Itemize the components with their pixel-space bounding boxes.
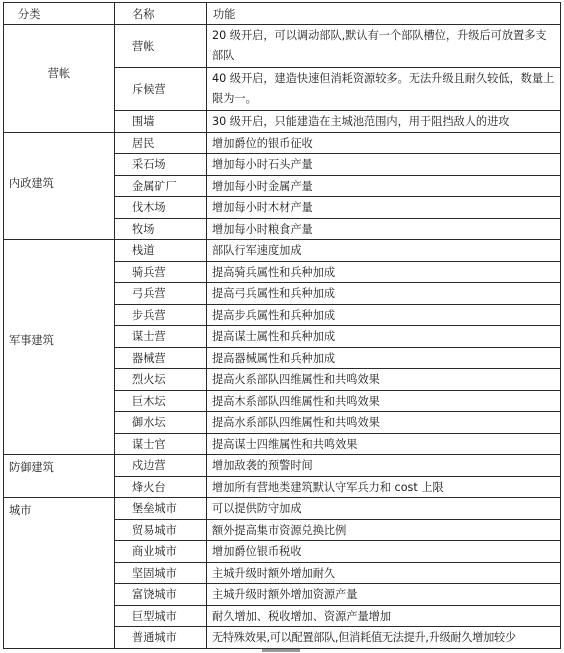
name-cell: 巨型城市 [115, 605, 207, 627]
table-header-row [4, 3, 561, 25]
table-row [4, 132, 561, 154]
category-cell: 内政建筑 [4, 132, 115, 240]
table-row [4, 25, 561, 68]
category-cell: 营帐 [4, 25, 115, 133]
function-cell: 增加每小时石头产量 [207, 154, 561, 176]
name-cell: 居民 [115, 132, 207, 154]
function-cell: 主城升级时额外增加资源产量 [207, 584, 561, 606]
name-cell: 步兵营 [115, 304, 207, 326]
table-row [4, 455, 561, 477]
function-cell: 提高步兵属性和兵种加成 [207, 304, 561, 326]
function-cell: 提高木系部队四维属性和共鸣效果 [207, 390, 561, 412]
function-cell: 主城升级时额外增加耐久 [207, 562, 561, 584]
function-cell: 提高弓兵属性和兵种加成 [207, 283, 561, 305]
name-cell: 富饶城市 [115, 584, 207, 606]
name-cell: 伐木场 [115, 197, 207, 219]
function-cell: 增加爵位的银币征收 [207, 132, 561, 154]
function-cell: 增加每小时粮食产量 [207, 218, 561, 240]
horizontal-scrollbar-thumb[interactable] [262, 649, 300, 652]
function-cell: 耐久增加、税收增加、资源产量增加 [207, 605, 561, 627]
name-cell: 金属矿厂 [115, 175, 207, 197]
category-cell: 城市 [4, 498, 115, 649]
name-cell: 骑兵营 [115, 261, 207, 283]
name-cell: 戍边营 [115, 455, 207, 477]
name-cell: 弓兵营 [115, 283, 207, 305]
name-cell: 牧场 [115, 218, 207, 240]
header-function: 功能 [207, 3, 561, 25]
name-cell: 御水坛 [115, 412, 207, 434]
function-cell: 30 级开启，只能建造在主城池范围内，用于阻挡敌人的进攻 [207, 111, 561, 133]
name-cell: 商业城市 [115, 541, 207, 563]
function-cell: 增加敌袭的预警时间 [207, 455, 561, 477]
function-cell: 部队行军速度加成 [207, 240, 561, 262]
category-cell: 防御建筑 [4, 455, 115, 498]
header-category: 分类 [4, 3, 115, 25]
category-cell: 军事建筑 [4, 240, 115, 455]
name-cell: 斥候营 [115, 68, 207, 111]
name-cell: 普通城市 [115, 627, 207, 649]
name-cell: 器械营 [115, 347, 207, 369]
table-row [4, 240, 561, 262]
function-cell: 40 级开启，建造快速但消耗资源较多。无法升级且耐久较低，数量上限为一。 [207, 68, 561, 111]
function-cell: 提高器械属性和兵种加成 [207, 347, 561, 369]
name-cell: 巨木坛 [115, 390, 207, 412]
name-cell: 围墙 [115, 111, 207, 133]
function-cell: 提高水系部队四维属性和共鸣效果 [207, 412, 561, 434]
function-cell: 增加每小时金属产量 [207, 175, 561, 197]
function-cell: 无特殊效果,可以配置部队,但消耗值无法提升,升级耐久增加较少 [207, 627, 561, 649]
name-cell: 贸易城市 [115, 519, 207, 541]
name-cell: 烽火台 [115, 476, 207, 498]
function-cell: 提高火系部队四维属性和共鸣效果 [207, 369, 561, 391]
name-cell: 坚固城市 [115, 562, 207, 584]
name-cell: 栈道 [115, 240, 207, 262]
building-table [3, 2, 561, 649]
function-cell: 增加爵位银币税收 [207, 541, 561, 563]
name-cell: 采石场 [115, 154, 207, 176]
function-cell: 额外提高集市资源兑换比例 [207, 519, 561, 541]
header-name: 名称 [115, 3, 207, 25]
name-cell: 营帐 [115, 25, 207, 68]
function-cell: 增加每小时木材产量 [207, 197, 561, 219]
name-cell: 谋士营 [115, 326, 207, 348]
table-row [4, 498, 561, 520]
name-cell: 堡垒城市 [115, 498, 207, 520]
name-cell: 谋士官 [115, 433, 207, 455]
function-cell: 提高骑兵属性和兵种加成 [207, 261, 561, 283]
function-cell: 提高谋士属性和兵种加成 [207, 326, 561, 348]
function-cell: 提高谋士四维属性和共鸣效果 [207, 433, 561, 455]
function-cell: 增加所有营地类建筑默认守军兵力和 cost 上限 [207, 476, 561, 498]
name-cell: 烈火坛 [115, 369, 207, 391]
function-cell: 20 级开启，可以调动部队,默认有一个部队槽位，升级后可放置多支部队 [207, 25, 561, 68]
function-cell: 可以提供防守加成 [207, 498, 561, 520]
